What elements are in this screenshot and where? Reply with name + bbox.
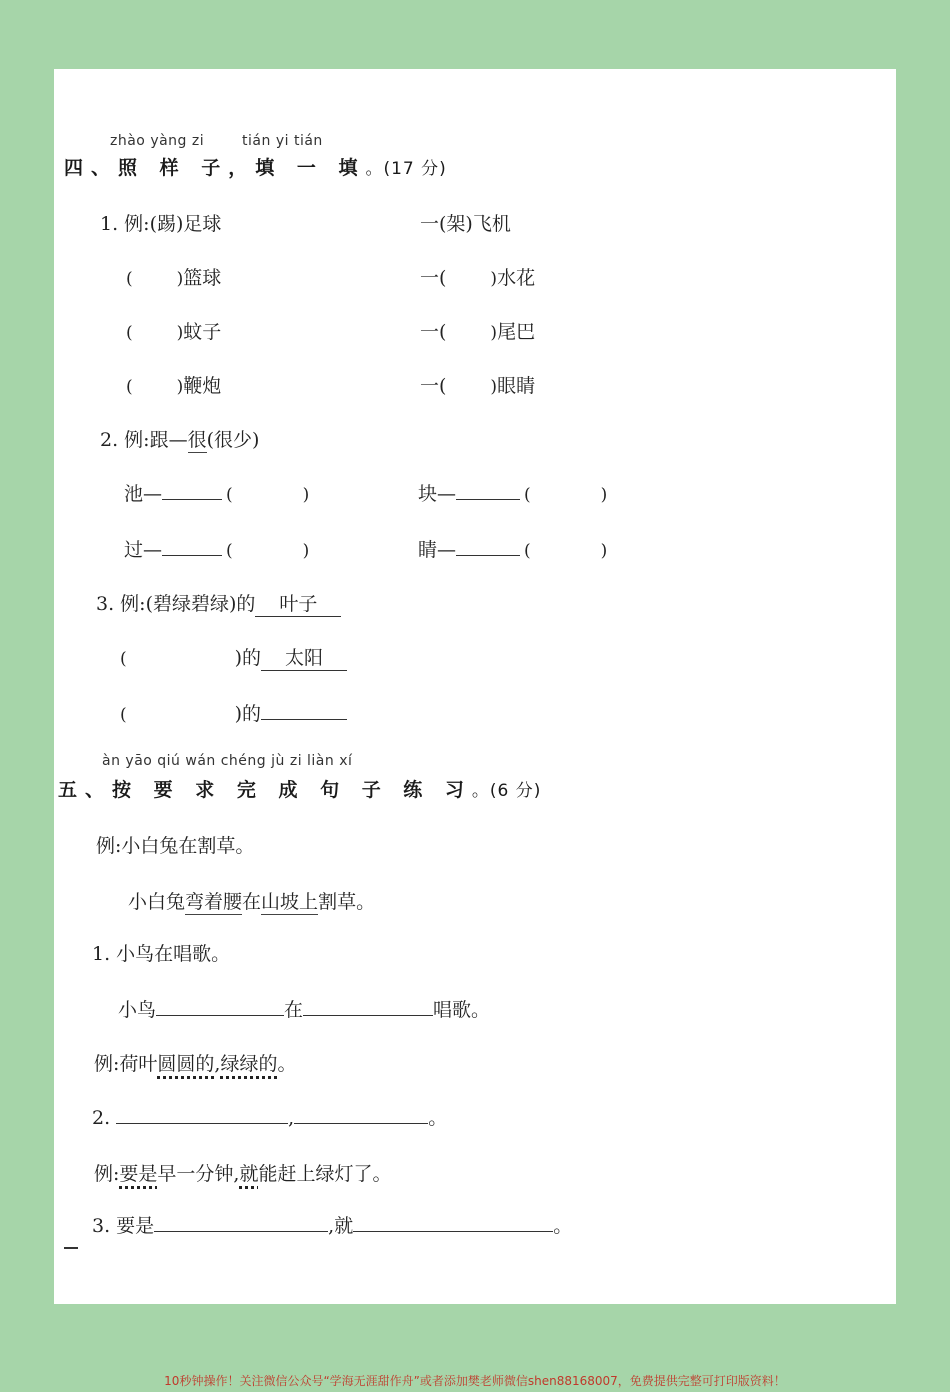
q1-fill-part: 在 <box>284 999 304 1021</box>
q1-row-2-right <box>420 317 535 344</box>
measure-prefix: 一( <box>420 321 447 343</box>
pinyin-zhaoyangzi: zhào yàng zi <box>110 133 205 149</box>
section-5-score: 。(6 分) <box>471 781 542 801</box>
answer-blank[interactable] <box>116 1103 288 1124</box>
close-paren: ) <box>176 323 184 343</box>
section-4-title: 四、照 样 子，填 一 填 <box>64 157 366 179</box>
q3-row-1 <box>120 643 347 671</box>
pinyin-tianyitian: tián yi tián <box>242 133 323 149</box>
measure-prefix: 一( <box>420 375 447 397</box>
answer-blank[interactable] <box>294 1103 428 1124</box>
answer-blank[interactable] <box>456 479 520 500</box>
q1-row-2-left <box>126 317 221 344</box>
close-paren: ) <box>176 377 184 397</box>
example-3 <box>94 1159 392 1186</box>
ex3-dotted: 就 <box>239 1163 259 1185</box>
footer-notice: 10秒钟操作！关注微信公众号“学海无涯甜作舟”或者添加樊老师微信shen88168007，免费提供完整可打印版资料！ <box>164 1374 786 1388</box>
q1-row-3-right <box>420 371 535 398</box>
section-5-title: 五、按 要 求 完 成 句 子 练 习 <box>58 779 472 801</box>
q2-row-1-left <box>124 479 309 506</box>
q3-prefix: 3. 要是 <box>92 1215 155 1237</box>
open-paren: ( <box>524 541 531 561</box>
ex2-part: 。 <box>277 1053 297 1075</box>
close-paren: ) <box>600 485 608 505</box>
q3-example <box>96 589 341 617</box>
close-paren: ) <box>176 269 184 289</box>
ex2-part: 例:荷叶 <box>94 1053 158 1075</box>
open-paren: ( <box>226 485 233 505</box>
q2-char: 睛— <box>418 539 457 561</box>
q3-end: 。 <box>553 1215 573 1237</box>
answer-blank[interactable] <box>456 535 520 556</box>
open-paren: ( <box>120 649 127 669</box>
close-paren: ) <box>490 269 498 289</box>
q1-example-right: 一(架)飞机 <box>420 213 511 235</box>
worksheet-page <box>54 69 896 1304</box>
q3-example-prefix: 3. 例:(碧绿碧绿)的 <box>96 593 256 615</box>
example-2 <box>94 1049 297 1076</box>
answer-blank[interactable] <box>162 479 222 500</box>
close-paren: ) <box>302 485 310 505</box>
q1-row-3-left <box>126 371 221 398</box>
q1-row-1-right <box>420 263 535 290</box>
open-paren: ( <box>126 323 133 343</box>
open-paren: ( <box>226 541 233 561</box>
example-1: 例:小白兔在割草。 <box>96 835 255 857</box>
q2-char: 块— <box>418 483 457 505</box>
q2-example-prefix: 2. 例:跟— <box>100 429 188 451</box>
q3-example-answer: 叶子 <box>255 589 341 617</box>
q2-example-suffix: (很少) <box>206 429 260 451</box>
q2-example-word: 很 <box>187 429 207 451</box>
q3-fill-line <box>92 1211 572 1238</box>
q3-de: )的 <box>234 647 262 669</box>
item-label: 篮球 <box>183 267 222 289</box>
item-label: 蚊子 <box>183 321 222 343</box>
q2-example <box>100 425 259 452</box>
ex1-part: 割草。 <box>318 891 376 913</box>
open-paren: ( <box>120 705 127 725</box>
q3-de: )的 <box>234 703 262 725</box>
q1-fill-part: 小鸟 <box>118 999 157 1021</box>
measure-prefix: 一( <box>420 267 447 289</box>
item-label: 水花 <box>497 267 536 289</box>
item-label: 鞭炮 <box>183 375 222 397</box>
ex1-part: 小白兔 <box>128 891 186 913</box>
margin-mark <box>64 1247 78 1249</box>
ex2-part: , <box>214 1053 221 1075</box>
section-4-heading <box>64 153 447 180</box>
answer-blank[interactable] <box>353 1211 553 1232</box>
q1-sentence: 1. 小鸟在唱歌。 <box>92 943 231 965</box>
ex3-part: 例: <box>94 1163 120 1185</box>
open-paren: ( <box>126 269 133 289</box>
section-5-pinyin: àn yāo qiú wán chéng jù zi liàn xí <box>102 753 353 769</box>
q2-fill-line <box>92 1103 447 1130</box>
q2-row-2-right <box>418 535 607 562</box>
q2-number: 2. <box>92 1107 111 1129</box>
q2-end: 。 <box>428 1107 448 1129</box>
ex2-dotted: 圆圆的 <box>157 1053 215 1075</box>
close-paren: ) <box>302 541 310 561</box>
q3-mid: ,就 <box>328 1215 354 1237</box>
open-paren: ( <box>524 485 531 505</box>
q2-row-1-right <box>418 479 607 506</box>
section-5-heading <box>58 775 541 802</box>
q3-given-word: 太阳 <box>261 643 347 671</box>
q2-char: 过— <box>124 539 163 561</box>
answer-blank[interactable] <box>261 699 347 720</box>
close-paren: ) <box>600 541 608 561</box>
q2-char: 池— <box>124 483 163 505</box>
example-1-answer <box>128 887 375 914</box>
answer-blank[interactable] <box>162 535 222 556</box>
q1-fill-part: 唱歌。 <box>433 999 491 1021</box>
ex3-part: 能赶上绿灯了。 <box>258 1163 392 1185</box>
q1-row-1-left <box>126 263 221 290</box>
ex3-part: 早一分钟, <box>157 1163 240 1185</box>
item-label: 眼睛 <box>497 375 536 397</box>
ex1-underlined: 弯着腰 <box>185 891 243 913</box>
q1-fill-line <box>118 995 490 1022</box>
answer-blank[interactable] <box>156 995 284 1016</box>
answer-blank[interactable] <box>303 995 433 1016</box>
q2-row-2-left <box>124 535 309 562</box>
q2-comma: , <box>288 1107 295 1129</box>
answer-blank[interactable] <box>154 1211 328 1232</box>
ex1-part: 在 <box>242 891 262 913</box>
pinyin-line <box>110 133 323 149</box>
ex2-dotted: 绿绿的 <box>220 1053 278 1075</box>
ex3-dotted: 要是 <box>119 1163 158 1185</box>
item-label: 尾巴 <box>497 321 536 343</box>
q3-row-2 <box>120 699 347 726</box>
close-paren: ) <box>490 323 498 343</box>
close-paren: ) <box>490 377 498 397</box>
section-4-score: 。(17 分) <box>365 159 447 179</box>
q1-example-left: 1. 例:(踢)足球 <box>100 213 222 235</box>
ex1-underlined: 山坡上 <box>261 891 319 913</box>
open-paren: ( <box>126 377 133 397</box>
